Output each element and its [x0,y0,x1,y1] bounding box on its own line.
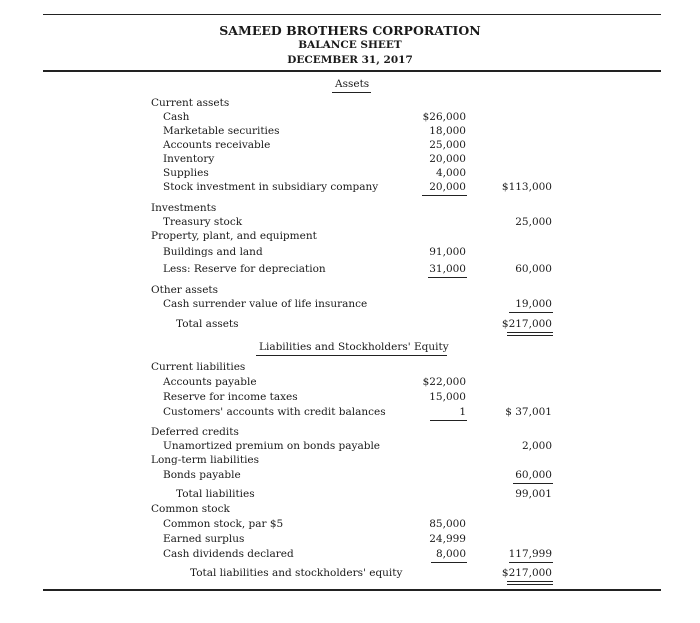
line-total: $113,000 [501,181,552,193]
line-label: Other assets [151,284,219,296]
line-label: Current liabilities [151,361,246,373]
line-buildings-land [0,245,700,259]
line-amount: 20,000 [429,153,466,165]
underline [509,562,553,563]
header-divider [43,70,661,72]
line-amount: 25,000 [429,139,466,151]
liabilities-heading-underline [256,355,447,356]
line-customer-credit [0,405,700,419]
line-amount: 18,000 [429,125,466,137]
line-marketable-securities [0,124,700,138]
line-label: Marketable securities [163,125,280,137]
line-total: 60,000 [515,469,552,481]
line-label: Supplies [163,167,209,179]
top-rule [43,14,661,15]
line-long-term-liabilities [0,453,700,467]
line-amount: 91,000 [429,246,466,258]
line-cash-surrender [0,297,700,311]
line-label: Accounts receivable [163,139,271,151]
underline [428,277,467,278]
line-label: Cash dividends declared [163,548,294,560]
underline [509,312,553,313]
line-total: 25,000 [515,216,552,228]
underline [422,195,467,196]
line-cash-dividends [0,547,700,561]
line-earned-surplus [0,532,700,546]
line-total-liabilities-equity [0,566,700,580]
line-total: 117,999 [508,548,552,560]
line-total: 99,001 [515,488,552,500]
line-total: 19,000 [515,298,552,310]
line-amount: 85,000 [429,518,466,530]
line-label: Property, plant, and equipment [151,230,317,242]
line-label: Inventory [163,153,215,165]
underline [430,420,467,421]
line-total: 60,000 [515,263,552,275]
line-label: Cash surrender value of life insurance [163,298,368,310]
assets-heading: Assets [335,78,370,90]
bottom-rule [43,589,661,591]
line-amount: 15,000 [429,391,466,403]
line-cash [0,110,700,124]
line-label: Common stock [151,503,230,515]
line-amount: 20,000 [429,181,466,193]
line-accounts-payable [0,375,700,389]
line-label: Treasury stock [163,216,243,228]
line-label: Earned surplus [163,533,245,545]
line-amount: $22,000 [422,376,466,388]
double-underline [507,581,553,585]
double-underline [507,332,553,336]
line-ppe [0,229,700,243]
line-label: Bonds payable [163,469,241,481]
statement-title: BALANCE SHEET [298,39,402,51]
line-total: $217,000 [501,318,552,330]
line-stock-investment [0,180,700,194]
underline [431,562,467,563]
statement-date: DECEMBER 31, 2017 [287,54,413,66]
line-amount: 8,000 [435,548,466,560]
line-label: Cash [163,111,190,123]
line-inventory [0,152,700,166]
assets-heading-underline [332,92,371,93]
line-label: Long-term liabilities [151,454,260,466]
line-investments [0,201,700,215]
line-label: Reserve for income taxes [163,391,298,403]
liabilities-heading: Liabilities and Stockholders' Equity [259,341,449,353]
line-amount: 24,999 [429,533,466,545]
line-reserve-income-taxes [0,390,700,404]
line-current-liabilities [0,360,700,374]
line-label: Unamortized premium on bonds payable [163,440,381,452]
line-common-stock-heading [0,502,700,516]
line-label: Stock investment in subsidiary company [163,181,379,193]
line-total: 2,000 [521,440,552,452]
underline [513,483,553,484]
line-amount: 31,000 [429,263,466,275]
line-label: Total liabilities and stockholders' equity [190,567,403,579]
line-reserve-depreciation [0,262,700,276]
line-total-assets [0,317,700,331]
line-total: $217,000 [501,567,552,579]
line-label: Accounts payable [163,376,257,388]
line-amount: 4,000 [435,167,466,179]
line-current-assets [0,96,700,110]
line-label: Buildings and land [163,246,263,258]
line-label: Deferred credits [151,426,239,438]
line-label: Common stock, par $5 [163,518,284,530]
line-amount: 1 [459,406,466,418]
line-deferred-credits [0,425,700,439]
line-amount: $26,000 [422,111,466,123]
line-treasury-stock [0,215,700,229]
line-accounts-receivable [0,138,700,152]
line-supplies [0,166,700,180]
line-unamortized-premium [0,439,700,453]
line-total: $ 37,001 [505,406,552,418]
line-label: Less: Reserve for depreciation [163,263,326,275]
line-label: Total liabilities [176,488,255,500]
line-label: Total assets [176,318,239,330]
line-other-assets [0,283,700,297]
line-total-liabilities [0,487,700,501]
line-label: Investments [151,202,217,214]
line-common-stock-par [0,517,700,531]
line-label: Customers' accounts with credit balances [163,406,386,418]
line-bonds-payable [0,468,700,482]
company-name: SAMEED BROTHERS CORPORATION [219,23,481,38]
line-label: Current assets [151,97,230,109]
